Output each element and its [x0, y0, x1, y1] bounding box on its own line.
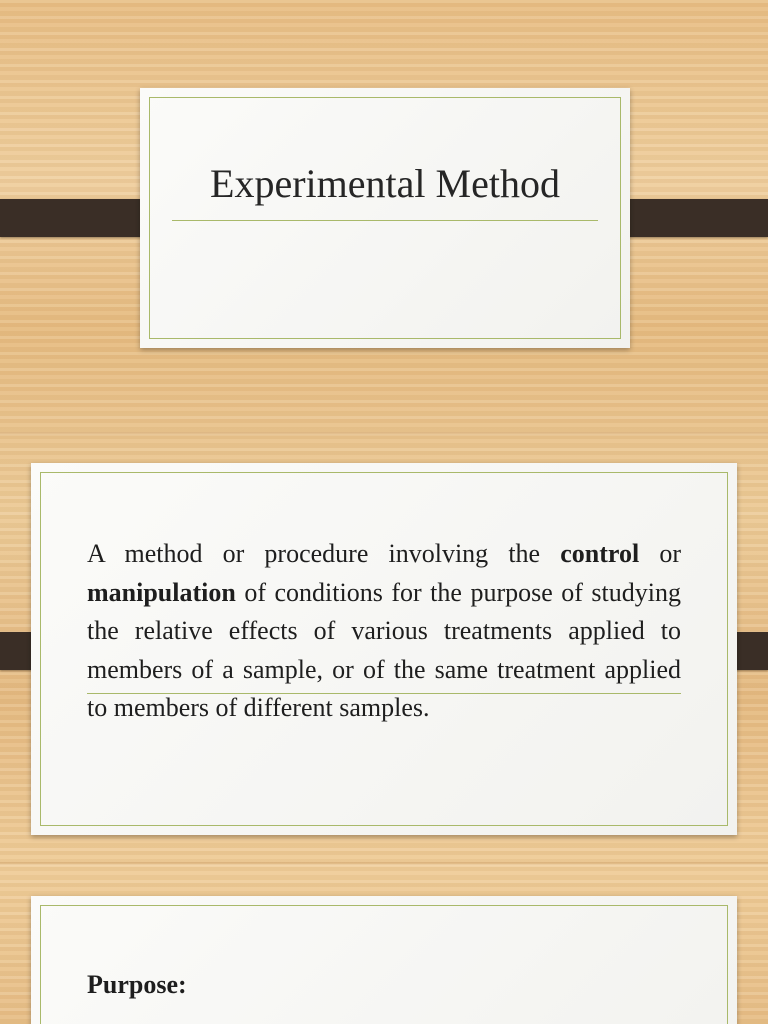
purpose-heading: Purpose:	[87, 970, 187, 999]
term-manipulation: manipulation	[87, 577, 236, 607]
slide-2-definition-card	[31, 463, 737, 835]
card-frame	[149, 97, 621, 339]
title-underline	[172, 220, 598, 221]
term-control: control	[560, 539, 640, 568]
card-frame	[40, 905, 728, 1024]
slide-title: Experimental Method	[210, 161, 560, 206]
slide-1-left-strap	[0, 199, 155, 237]
slide-1-right-strap	[613, 199, 768, 237]
slide-3-purpose-card	[31, 896, 737, 1024]
definition-part: or	[639, 539, 681, 568]
definition-part: of conditions for the purpose of studying the relative effects of various treatments applied to members of a sample, or of the same treatment applied to members of different samples.	[87, 577, 681, 722]
definition-part: A method or procedure involving the	[87, 539, 561, 568]
definition-text	[87, 535, 681, 728]
wood-seam	[0, 862, 768, 866]
slide-1-title-card	[140, 88, 630, 348]
wood-seam	[0, 432, 768, 436]
